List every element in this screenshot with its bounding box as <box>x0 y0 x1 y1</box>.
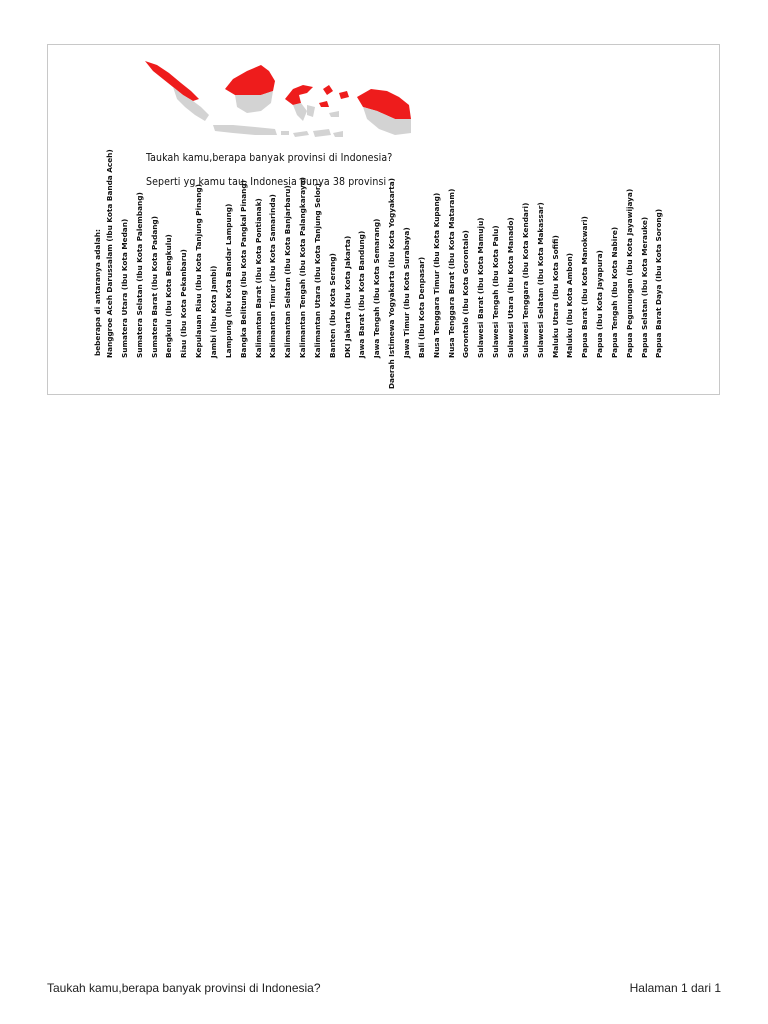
province-item: Maluku (Ibu Kota Ambon) <box>565 253 575 358</box>
footer-page-number: Halaman 1 dari 1 <box>629 981 721 995</box>
province-item: Daerah Istimewa Yogyakarta (Ibu Kota Yogyakarta) <box>387 177 397 389</box>
province-item: Maluku Utara (Ibu Kota Sofifi) <box>550 235 560 358</box>
province-item: Bali (Ibu Kota Denpasar) <box>416 256 426 358</box>
province-item: Sumatera Barat (Ibu Kota Padang) <box>149 216 159 358</box>
province-item: Lampung (Ibu Kota Bandar Lampung) <box>223 203 233 358</box>
province-item: Nanggroe Aceh Darussalam (Ibu Kota Banda Aceh) <box>105 149 114 358</box>
province-item: Nusa Tenggara Barat (Ibu Kota Mataram) <box>446 188 456 358</box>
province-item: Kepulauan Riau (Ibu Kota Tanjung Pinang) <box>194 184 204 358</box>
province-item: Jawa Tengah (Ibu Kota Semarang) <box>372 218 382 358</box>
province-item: Kalimantan Selatan (Ibu Kota Banjarbaru) <box>283 185 293 358</box>
province-item: Jambi (Ibu Kota Jambi) <box>208 265 218 358</box>
province-item: Papua Barat (Ibu Kota Manokwari) <box>580 216 590 358</box>
province-item: Papua (Ibu Kota Jayapura) <box>595 250 604 358</box>
province-item: Kalimantan Tengah (Ibu Kota Palangkaraya) <box>298 177 307 358</box>
province-item: Sulawesi Tengah (Ibu Kota Palu) <box>491 225 501 358</box>
province-item: Kalimantan Barat (Ibu Kota Pontianak) <box>253 198 263 358</box>
province-item: Sumatera Selatan (Ibu Kota Palembang) <box>134 192 144 358</box>
province-item: Sulawesi Tenggara (Ibu Kota Kendari) <box>520 202 530 358</box>
province-item: Sulawesi Barat (Ibu Kota Mamuju) <box>476 217 486 358</box>
province-item: Bangka Belitung (Ibu Kota Pangkal Pinang) <box>238 180 248 358</box>
footer-title: Taukah kamu,berapa banyak provinsi di Indonesia? <box>47 981 321 995</box>
province-item: Jawa Barat (Ibu Kota Bandung) <box>357 230 367 358</box>
province-item: Jawa Timur (Ibu Kota Surabaya) <box>402 227 411 358</box>
province-item: Sulawesi Selatan (Ibu Kota Makassar) <box>535 202 545 358</box>
province-item: Papua Pegunungan (Ibu Kota Jayawijaya) <box>624 188 634 358</box>
province-item: Sumatera Utara (Ibu Kota Medan) <box>119 218 129 358</box>
province-item: Papua Barat Daya (Ibu Kota Sorong) <box>654 208 664 358</box>
province-item: Kalimantan Timur (Ibu Kota Samarinda) <box>268 194 278 358</box>
province-item: DKI Jakarta (Ibu Kota Jakarta) <box>342 235 352 358</box>
subheadline: Seperti yg kamu tau, Indonesia punya 38 provinsi <box>146 176 387 188</box>
province-item: Banten (Ibu Kota Serang) <box>327 253 337 358</box>
province-item: Gorontalo (Ibu Kota Gorontalo) <box>461 230 471 358</box>
province-item: Papua Selatan (Ibu Kota Merauke) <box>639 216 649 358</box>
province-item: Kalimantan Utara (Ibu Kota Tanjung Selor) <box>312 183 322 358</box>
province-item: Nusa Tenggara Timur (Ibu Kota Kupang) <box>431 192 441 358</box>
province-list <box>48 45 721 396</box>
province-item: Bengkulu (Ibu Kota Bengkulu) <box>164 234 174 358</box>
province-item: Papua Tengah (Ibu Kota Nabire) <box>609 226 619 358</box>
document-card <box>47 44 720 395</box>
province-item: Riau (Ibu Kota Pekanbaru) <box>179 249 189 358</box>
province-item: Sulawesi Utara (Ibu Kota Manado) <box>505 217 515 358</box>
list-intro: beberapa di antaranya adalah: <box>93 229 102 356</box>
headline: Taukah kamu,berapa banyak provinsi di Indonesia? <box>146 152 393 164</box>
